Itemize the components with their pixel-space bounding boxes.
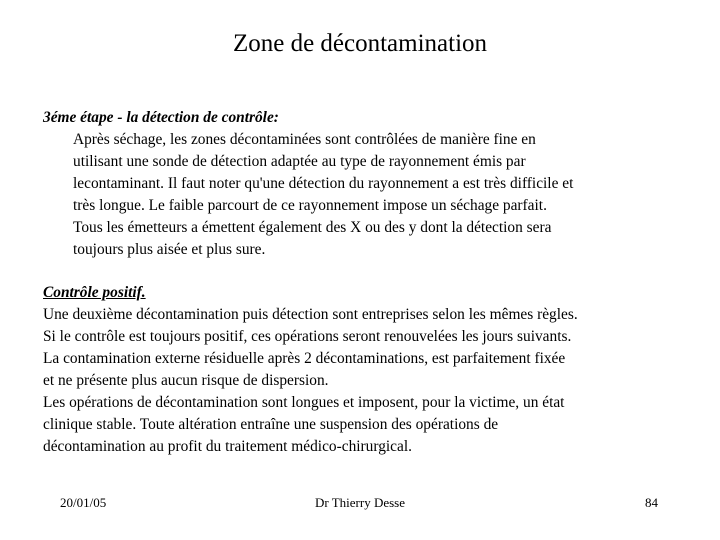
section-heading: 3éme étape - la détection de contrôle: xyxy=(43,109,279,126)
paragraph-line: décontamination au profit du traitement médico-chirurgical. xyxy=(43,438,412,455)
paragraph-line: toujours plus aisée et plus sure. xyxy=(73,241,266,258)
section-detection xyxy=(43,107,683,261)
footer-date: 20/01/05 xyxy=(60,495,107,510)
paragraph-line: Les opérations de décontamination sont longues et imposent, pour la victime, un état xyxy=(43,394,565,411)
paragraph-line: très longue. Le faible parcourt de ce rayonnement impose un séchage parfait. xyxy=(73,197,547,214)
paragraph-line: lecontaminant. Il faut noter qu'une détection du rayonnement a est très difficile et xyxy=(73,175,574,192)
paragraph-line: Tous les émetteurs a émettent également des X ou des y dont la détection sera xyxy=(73,219,552,236)
paragraph-line: et ne présente plus aucun risque de dispersion. xyxy=(43,372,329,389)
footer-page-number: 84 xyxy=(645,495,658,510)
section-controle-positif xyxy=(43,282,683,458)
paragraph-line: Si le contrôle est toujours positif, ces opérations seront renouvelées les jours suivants. xyxy=(43,328,572,345)
slide-title: Zone de décontamination xyxy=(232,30,488,57)
paragraph-line: La contamination externe résiduelle après 2 décontaminations, est parfaitement fixée xyxy=(43,350,566,367)
section-heading: Contrôle positif. xyxy=(43,284,146,301)
paragraph-line: Une deuxième décontamination puis détection sont entreprises selon les mêmes règles. xyxy=(43,306,578,323)
footer-author: Dr Thierry Desse xyxy=(314,495,405,510)
paragraph-line: utilisant une sonde de détection adaptée au type de rayonnement émis par xyxy=(73,153,526,170)
paragraph-line: clinique stable. Toute altération entraîne une suspension des opérations de xyxy=(43,416,499,433)
paragraph-line: Après séchage, les zones décontaminées sont contrôlées de manière fine en xyxy=(73,131,536,148)
